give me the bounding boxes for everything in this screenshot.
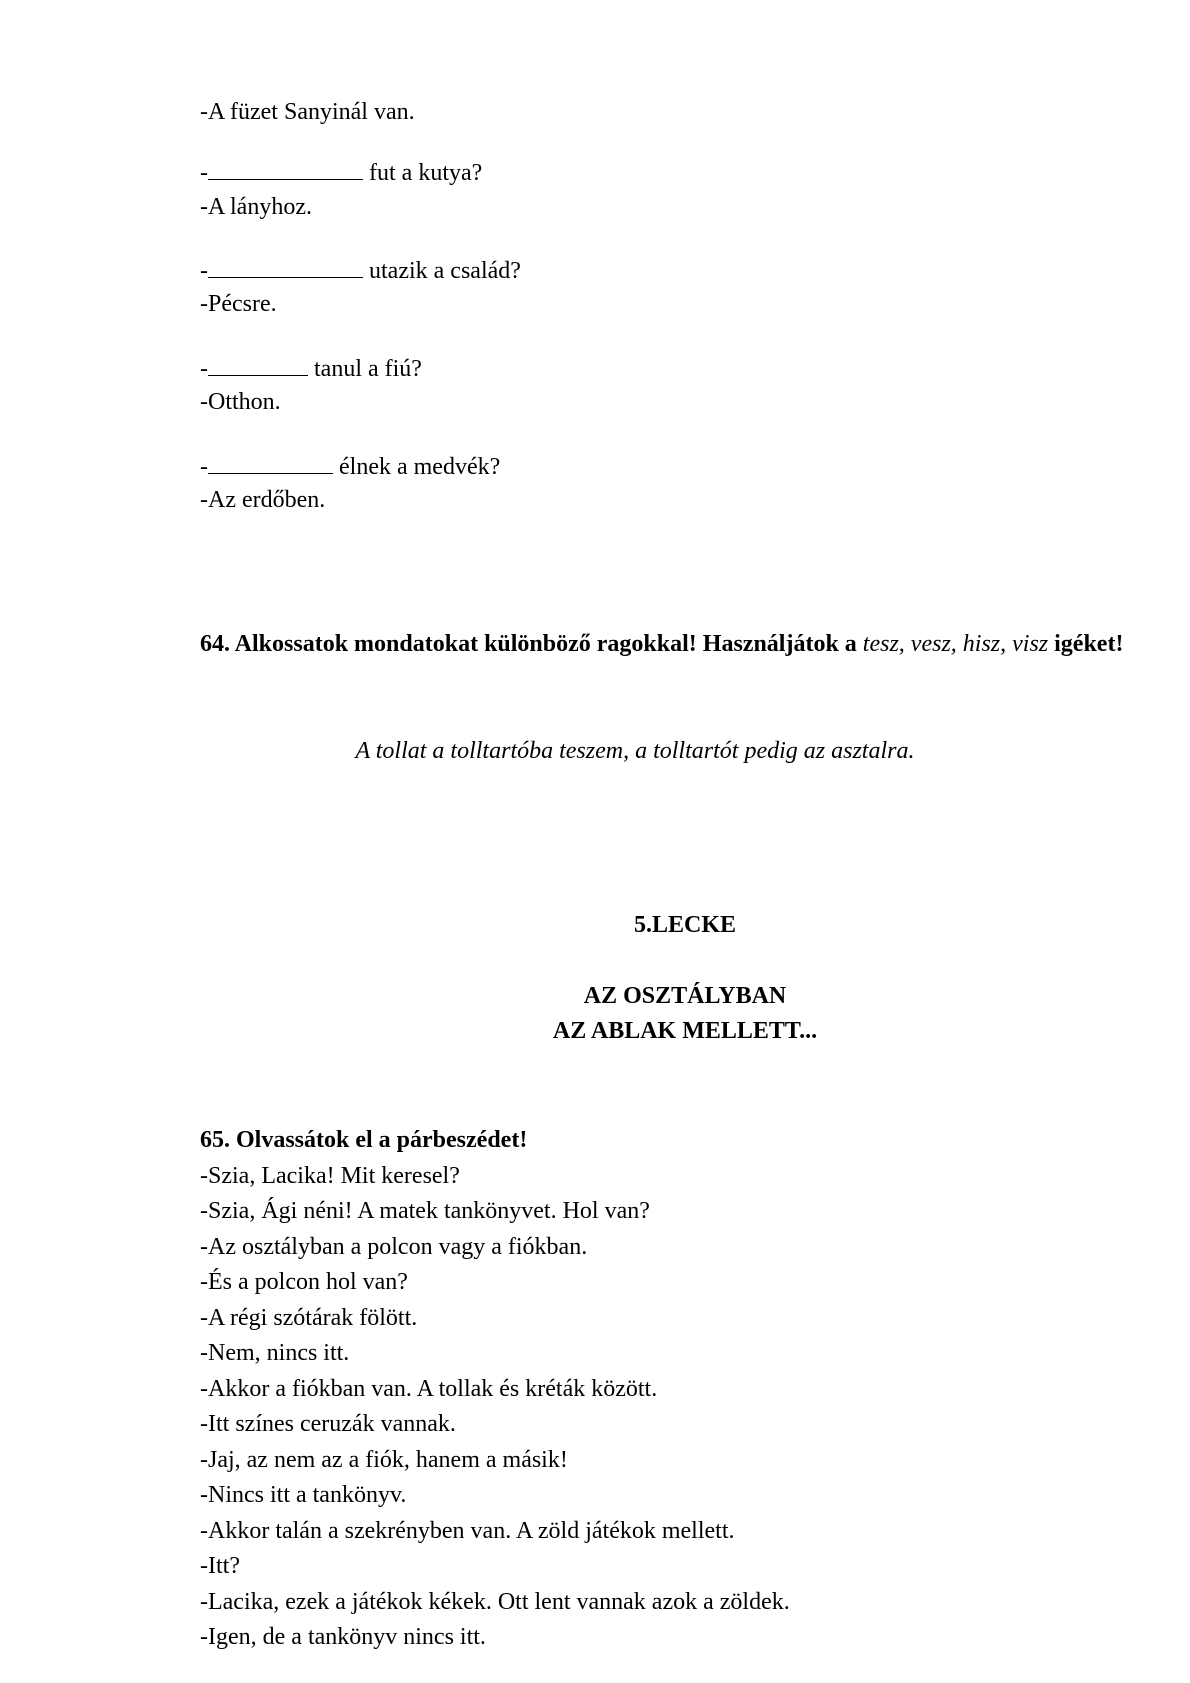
answer-line: -Az erdőben. [200,487,326,513]
dialog-line: -Akkor a fiókban van. A tollak és kréták között. [200,1375,658,1402]
dialog-line: -Nincs itt a tankönyv. [200,1482,407,1508]
question-line: - élnek a medvék? [200,451,500,482]
fill-in-blank[interactable] [208,353,308,376]
dialog-line: -Itt? [200,1553,240,1579]
exercise-64-example: A tollat a tolltartóba teszem, a tolltartót pedig az asztalra. [355,738,915,764]
question-line: - tanul a fiú? [200,353,422,384]
answer-line: -Otthon. [200,389,281,415]
exercise-65 [200,1123,790,1656]
dialog-line: -Itt színes ceruzák vannak. [200,1411,456,1437]
lesson-title-line1: AZ OSZTÁLYBAN [583,983,787,1009]
question-line: - utazik a család? [200,255,521,286]
dialog-line: -Nem, nincs itt. [200,1340,350,1366]
answer-line: -A füzet Sanyinál van. [200,99,415,125]
dialog-line: -És a polcon hol van? [200,1269,408,1295]
dialog-line: -Lacika, ezek a játékok kékek. Ott lent vannak azok a zöldek. [200,1588,790,1615]
answer-line: -Pécsre. [200,291,277,317]
fill-in-blank[interactable] [208,157,363,180]
exercise-65-title: 65. Olvassátok el a párbeszédet! [200,1127,528,1153]
fill-in-blank[interactable] [208,255,363,278]
answer-line: -A lányhoz. [200,194,312,220]
dialog-line: -Akkor talán a szekrényben van. A zöld játékok mellett. [200,1517,735,1544]
exercise-64-instruction: 64. Alkossatok mondatokat különböző ragokkal! Használjátok a tesz, vesz, hisz, visz igéket! [200,631,1124,657]
question-line: - fut a kutya? [200,157,482,188]
dialog-line: -Az osztályban a polcon vagy a fiókban. [200,1233,588,1260]
fill-in-blank[interactable] [208,451,333,474]
dialog-line: -Igen, de a tankönyv nincs itt. [200,1624,486,1650]
dialog-line: -Jaj, az nem az a fiók, hanem a másik! [200,1446,568,1473]
dialog-line: -A régi szótárak fölött. [200,1304,418,1331]
dialog-line: -Szia, Ági néni! A matek tankönyvet. Hol van? [200,1198,650,1224]
dialog-line: -Szia, Lacika! Mit keresel? [200,1162,460,1189]
lesson-title-line2: AZ ABLAK MELLETT... [552,1018,818,1044]
lesson-number: 5.LECKE [633,912,737,938]
